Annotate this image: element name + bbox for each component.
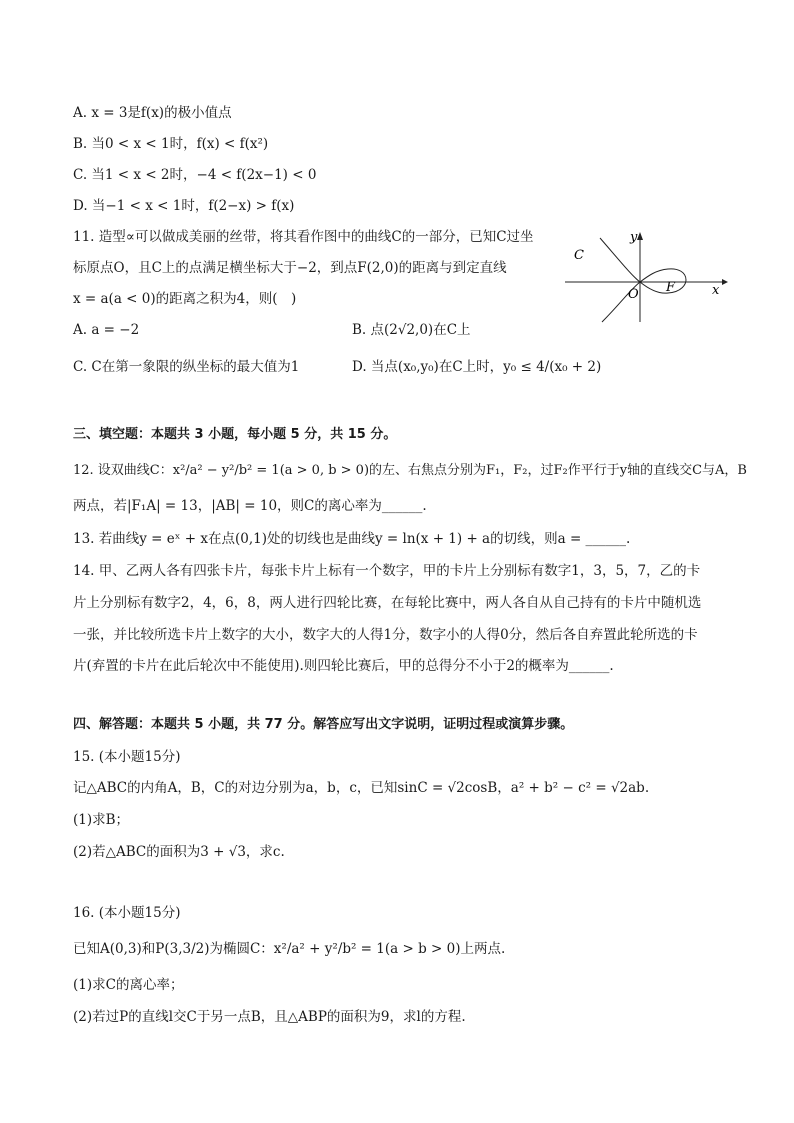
x-axis-arrow <box>722 279 728 285</box>
q16-part-2: (2)若过P的直线l交C于另一点B，且△ABP的面积为9，求l的方程. <box>73 1009 466 1025</box>
q10-option-d: D. 当−1 < x < 1时，f(2−x) > f(x) <box>73 198 295 214</box>
q16-header: 16. (本小题15分) <box>73 905 181 921</box>
q11-line-2: 标原点O，且C上的点满足横坐标大于−2，到点F(2,0)的距离与到定直线 <box>73 260 507 276</box>
q11-option-a: A. a = −2 <box>73 322 140 338</box>
q14-line-3: 一张，并比较所选卡片上数字的大小，数字大的人得1分，数字小的人得0分，然后各自弃置此轮所选的卡 <box>73 627 698 643</box>
q10-option-c: C. 当1 < x < 2时，−4 < f(2x−1) < 0 <box>73 167 317 183</box>
q11-option-d: D. 当点(x₀,y₀)在C上时，y₀ ≤ 4/(x₀ + 2) <box>352 359 602 375</box>
q15-header: 15. (本小题15分) <box>73 749 181 765</box>
label-o: O <box>628 287 639 302</box>
q11-option-b: B. 点(2√2,0)在C上 <box>352 322 471 338</box>
label-x: x <box>712 283 720 298</box>
q15-part-2: (2)若△ABC的面积为3 + √3，求c. <box>73 844 285 860</box>
q10-option-a: A. x = 3是f(x)的极小值点 <box>73 105 232 121</box>
q16-stem: 已知A(0,3)和P(3,3/2)为椭圆C：x²/a² + y²/b² = 1(a > b > 0)上两点. <box>73 941 506 957</box>
q11-line-1: 11. 造型∝可以做成美丽的丝带，将其看作图中的曲线C的一部分，已知C过坐 <box>73 229 534 245</box>
q14-line-2: 片上分别标有数字2，4，6，8，两人进行四轮比赛，在每轮比赛中，两人各自从自己持有的卡片中随机选 <box>73 595 702 611</box>
q16-part-1: (1)求C的离心率； <box>73 977 184 993</box>
q14-line-1: 14. 甲、乙两人各有四张卡片，每张卡片上标有一个数字，甲的卡片上分别标有数字1，3，5，7，乙的卡 <box>73 563 701 579</box>
q15-part-1: (1)求B； <box>73 812 130 828</box>
section-3-heading: 三、填空题：本题共 3 小题，每小题 5 分，共 15 分。 <box>73 427 397 442</box>
q12-line-1: 12. 设双曲线C：x²/a² − y²/b² = 1(a > 0, b > 0)的左、右焦点分别为F₁，F₂，过F₂作平行于y轴的直线交C与A，B <box>73 463 747 478</box>
q10-option-b: B. 当0 < x < 1时，f(x) < f(x²) <box>73 136 269 152</box>
q15-stem: 记△ABC的内角A，B，C的对边分别为a，b，c，已知sinC = √2cosB，a² + b² − c² = √2ab. <box>73 780 650 796</box>
q11-option-c: C. C在第一象限的纵坐标的最大值为1 <box>73 359 300 375</box>
label-c: C <box>574 248 584 263</box>
y-axis-arrow <box>637 232 643 240</box>
label-f: F <box>666 280 676 295</box>
q11-line-3: x = a(a < 0)的距离之积为4，则( ) <box>73 291 297 307</box>
q13: 13. 若曲线y = eˣ + x在点(0,1)处的切线也是曲线y = ln(x + 1) + a的切线，则a = ______. <box>73 531 631 547</box>
q14-line-4: 片(弃置的卡片在此后轮次中不能使用).则四轮比赛后，甲的总得分不小于2的概率为______. <box>73 658 614 674</box>
q12-line-2: 两点，若|F₁A| = 13，|AB| = 10，则C的离心率为______. <box>73 498 427 514</box>
section-4-heading: 四、解答题：本题共 5 小题，共 77 分。解答应写出文字说明，证明过程或演算步骤。 <box>73 717 574 732</box>
label-y: y <box>630 230 638 245</box>
q11-curve-figure <box>560 226 730 326</box>
